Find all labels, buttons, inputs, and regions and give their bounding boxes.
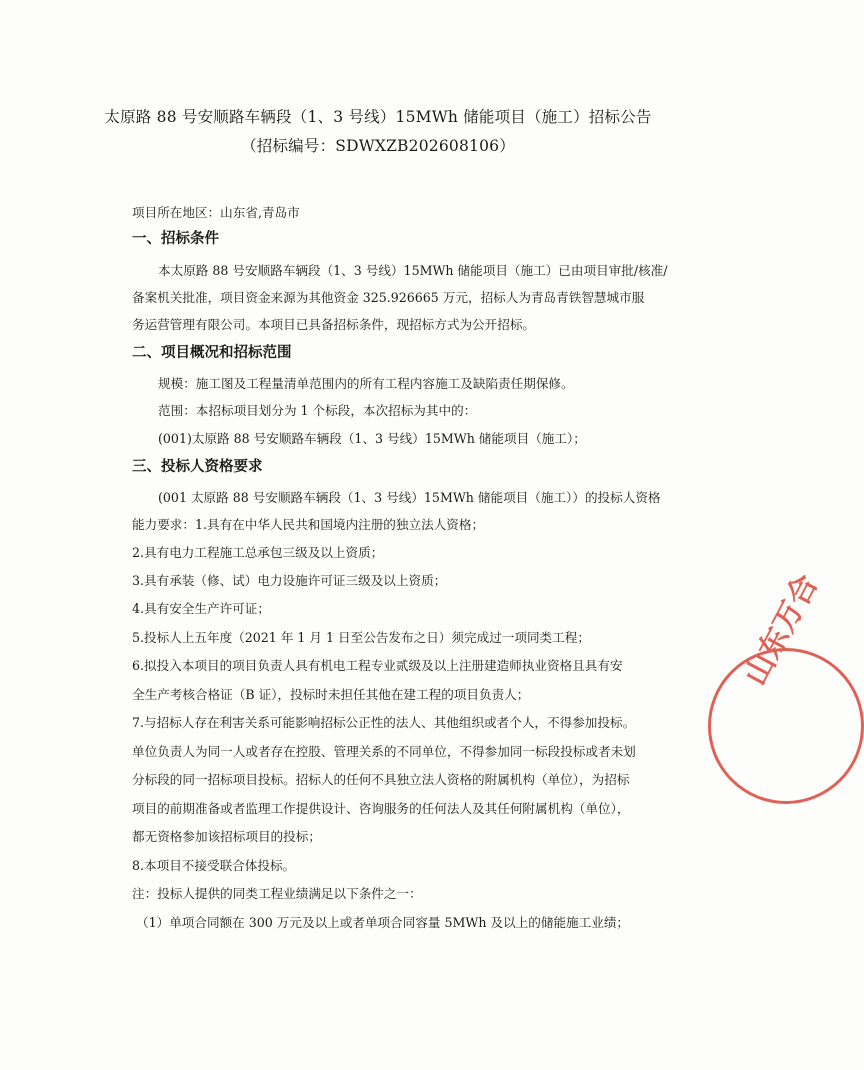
s3-line9: 7.与招标人存在利害关系可能影响招标公正性的法人、其他组织或者个人，不得参加投标。 [132,715,636,730]
doc-title: 太原路 88 号安顺路车辆段（1、3 号线）15MWh 储能项目（施工）招标公告 [104,108,652,126]
s3-line6: 5.投标人上五年度（2021 年 1 月 1 日至公告发布之日）须完成过一项同类工程； [132,630,590,645]
s3-line11: 分标段的同一招标项目投标。招标人的任何不具独立法人资格的附属机构（单位），为招标 [132,772,630,787]
s3-line7: 6.拟投入本项目的项目负责人具有机电工程专业贰级及以上注册建造师执业资格且具有安 [132,658,623,673]
s3-line13: 都无资格参加该招标项目的投标； [132,829,321,844]
section2-heading: 二、项目概况和招标范围 [132,345,292,361]
s3-line12: 项目的前期准备或者监理工作提供设计、咨询服务的任何法人及其任何附属机构（单位）， [132,801,630,816]
s2-line3: (001)太原路 88 号安顺路车辆段（1、3 号线）15MWh 储能项目（施工）； [158,431,586,446]
s3-line4: 3.具有承装（修、试）电力设施许可证三级及以上资质； [132,573,447,588]
s3-line10: 单位负责人为同一人或者存在控股、管理关系的不同单位，不得参加同一标段投标或者未划 [132,744,636,759]
s3-line14: 8.本项目不接受联合体投标。 [132,858,296,873]
company-seal-stamp [708,568,864,804]
section1-heading: 一、招标条件 [132,231,219,247]
s1-line2: 备案机关批准，项目资金来源为其他资金 325.926665 万元，招标人为青岛青铁智慧城市服 [132,290,645,305]
project-region: 项目所在地区：山东省,青岛市 [132,205,300,220]
section3-heading: 三、投标人资格要求 [132,459,263,475]
seal-text: 山东万合 [738,568,826,692]
s1-line3: 务运营管理有限公司。本项目已具备招标条件，现招标方式为公开招标。 [132,317,535,332]
s3-line2: 能力要求：1.具有在中华人民共和国境内注册的独立法人资格； [132,517,485,532]
s3-line3: 2.具有电力工程施工总承包三级及以上资质； [132,545,384,560]
s3-line1: (001 太原路 88 号安顺路车辆段（1、3 号线）15MWh 储能项目（施工））的投标人资格 [158,490,661,505]
s3-line5: 4.具有安全生产许可证； [132,601,270,616]
note-line1: 注：投标人提供的同类工程业绩满足以下条件之一： [132,886,422,901]
note-line2: （1）单项合同额在 300 万元及以上或者单项合同容量 5MWh 及以上的储能施工业绩； [136,915,630,930]
s2-line2: 范围：本招标项目划分为 1 个标段，本次招标为其中的： [158,403,477,418]
s3-line8: 全生产考核合格证（B 证），投标时未担任其他在建工程的项目负责人； [132,687,530,702]
doc-code: （招标编号：SDWXZB202608106） [241,137,515,155]
s2-line1: 规模：施工图及工程量清单范围内的所有工程内容施工及缺陷责任期保修。 [158,376,574,391]
s1-line1: 本太原路 88 号安顺路车辆段（1、3 号线）15MWh 储能项目（施工）已由项目审批/核准/ [158,263,668,278]
